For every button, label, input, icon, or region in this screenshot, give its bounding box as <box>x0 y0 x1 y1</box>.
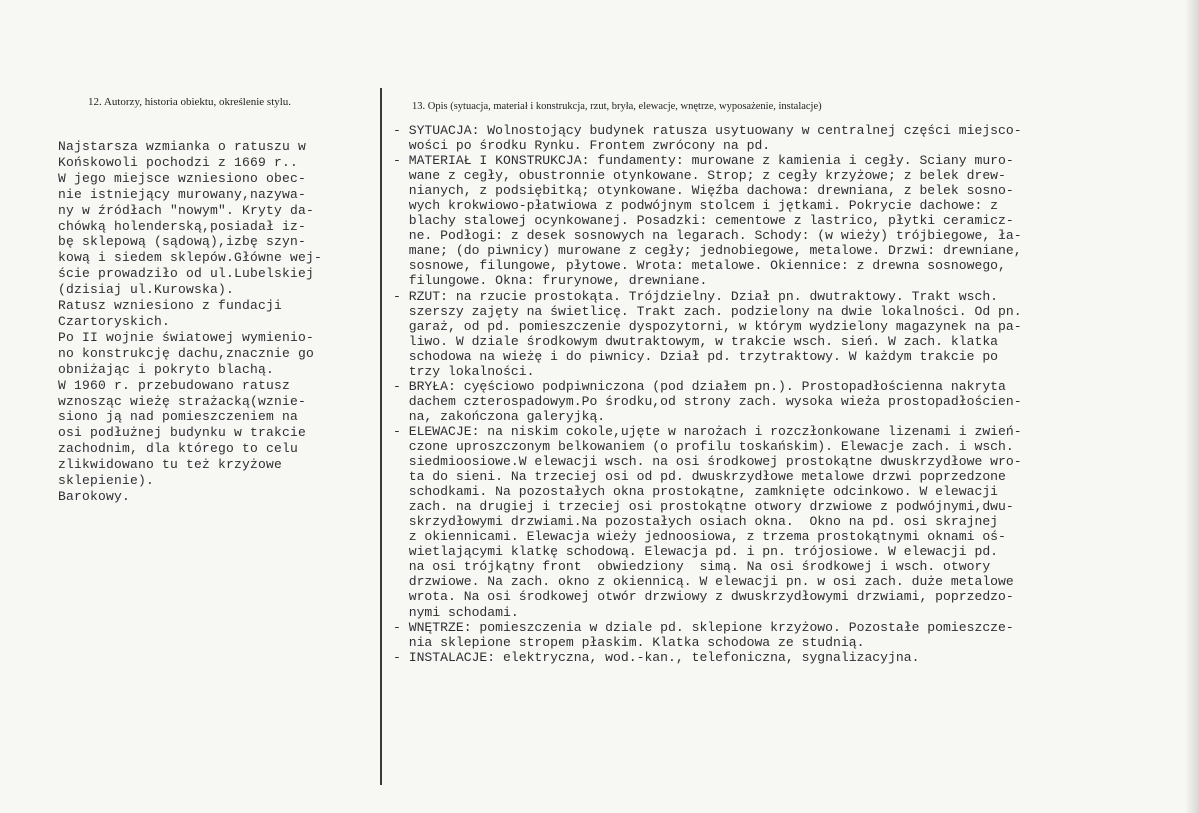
description-section <box>393 379 1183 424</box>
description-text-line: wych krokwiowo-płatwiowa z podwójnym stolcem i jętkami. Pokrycie dachowe: z <box>393 198 999 214</box>
history-text-line: W 1960 r. przebudowano ratusz <box>58 377 291 393</box>
description-text-line: siedmioosiowe.W elewacji wsch. na osi środkowej prostokątne dwuskrzydłowe wro- <box>393 454 1022 470</box>
description-section <box>393 153 1183 288</box>
history-text-line: zlikwidowano tu też krzyżowe <box>58 457 283 473</box>
history-text-line: obniżając i pokryto blachą. <box>58 361 275 377</box>
description-text-line: wrota. Na osi środkowej otwór drzwiowy z dwuskrzydłowymi drzwiami, poprzedzo- <box>393 589 1014 605</box>
description-section <box>393 620 1183 650</box>
history-text-line: W jego miejsce wzniesiono obec- <box>58 170 307 186</box>
history-text-line: nie istniejący murowany,nazywa- <box>58 186 307 202</box>
description-text-line: blachy stalowej ocynkowanej. Posadzki: cementowe z lastrico, płytki ceramicz- <box>393 213 1014 229</box>
history-text-line: (dzisiaj ul.Kurowska). <box>58 282 235 298</box>
history-text-line: ny w źródłach "nowym". Kryty da- <box>58 202 315 218</box>
history-text-line: siono ją nad pomieszczeniem na <box>58 409 299 425</box>
description-text-line: wietlającymi klatkę schodową. Elewacja pd. i pn. trójosiowe. W elewacji pd. <box>393 544 999 560</box>
description-text-line: trzy lokalności. <box>393 363 535 379</box>
description-text-line: sosnowe, filungowe, płytowe. Wrota: metalowe. Okiennice: z drewna sosnowego, <box>393 258 1006 274</box>
description-text-line: nia sklepione stropem płaskim. Klatka schodowa ze studnią. <box>393 634 865 650</box>
description-text-line: - BRYŁA: cyęściowo podpiwniczona (pod działem pn.). Prostopadłościenna nakryta <box>393 378 1006 394</box>
history-text-line: wznosząc wieżę strażacką(wznie- <box>58 393 307 409</box>
description-text-line: ne. Podłogi: z desek sosnowych na legarach. Schody: (w wieży) trójbiegowe, ła- <box>393 228 1022 244</box>
history-text-block <box>58 139 378 505</box>
section-13-heading: 13. Opis (sytuacja, materiał i konstrukcja, rzut, bryła, elewacje, wnętrze, wyposażenie, instalacje) <box>412 101 822 112</box>
description-text-line: - SYTUACJA: Wolnostojący budynek ratusza usytuowany w centralnej części miejsco- <box>393 123 1022 138</box>
description-text-line: schodowa na wieżę i do piwnicy. Dział pd. trzytraktowy. W każdym trakcie po <box>393 348 999 364</box>
scan-edge-shadow <box>1185 0 1199 813</box>
description-section <box>393 424 1183 620</box>
history-text-line: no konstrukcję dachu,znacznie go <box>58 345 315 361</box>
history-text-line: Barokowy. <box>58 488 131 504</box>
description-text-line: garaż, od pd. pomieszczenie dyspozytorni, w którym wydzielony magazynek na pa- <box>393 318 1022 334</box>
history-text-line: Ratusz wzniesiono z fundacji <box>58 298 283 314</box>
description-text-line: czone uproszczonym belkowaniem (o profilu toskańskim). Elewacje zach. i wsch. <box>393 438 1014 454</box>
description-text-line: - MATERIAŁ I KONSTRUKCJA: fundamenty: murowane z kamienia i cegły. Sciany muro- <box>393 153 1014 169</box>
description-text-line: na osi trójkątny front obwiedziony simą. Na osi środkowej i wsch. otwory <box>393 559 991 575</box>
description-section <box>393 650 1183 665</box>
description-text-line: ta do sieni. Na trzeciej osi od pd. dwuskrzydłowe metalowe drzwi poprzedzone <box>393 469 1006 485</box>
description-text-line: z okiennicami. Elewacja wieży jednoosiowa, z trzema prostokątnymi oknami oś- <box>393 529 1006 545</box>
description-section <box>393 289 1183 379</box>
description-section <box>393 123 1183 153</box>
section-12-heading: 12. Autorzy, historia obiektu, określenie stylu. <box>88 96 292 108</box>
history-text-line: zachodnim, dla którego to celu <box>58 441 299 457</box>
description-text-line: - RZUT: na rzucie prostokąta. Trójdzielny. Dział pn. dwutraktowy. Trakt wsch. <box>393 288 999 304</box>
description-text-line: drzwiowe. Na zach. okno z okiennicą. W elewacji pn. w osi zach. duże metalowe <box>393 574 1014 590</box>
column-divider <box>380 88 382 785</box>
history-text-line: chówką holenderską,posiadał iz- <box>58 218 307 234</box>
description-text-line: na, zakończona galeryjką. <box>393 408 606 424</box>
history-text-line: Najstarsza wzmianka o ratuszu w <box>58 139 307 154</box>
history-text-line: bę sklepową (sądową),izbę szyn- <box>58 234 307 250</box>
description-text-line: dachem czterospadowym.Po środku,od strony zach. wysoka wieża prostopadłościen- <box>393 393 1022 409</box>
description-text-line: skrzydłowymi drzwiami.Na pozostałych osiach okna. Okno na pd. osi skrajnej <box>393 514 999 530</box>
description-text-line: - INSTALACJE: elektryczna, wod.-kan., telefoniczna, sygnalizacyjna. <box>393 649 920 665</box>
description-text-line: wane z cegły, obustronnie otynkowane. Strop; z cegły krzyżowe; z belek drew- <box>393 168 1006 184</box>
history-text-line: Czartoryskich. <box>58 313 171 329</box>
description-text-line: schodkami. Na pozostałych okna prostokątne, zamknięte odcinkowo. W elewacji <box>393 484 999 500</box>
description-text-line: nymi schodami. <box>393 604 519 620</box>
description-text-line: nianych, z podsiębitką; otynkowane. Więźba dachowa: drewniana, z belek sosno- <box>393 183 1014 199</box>
description-text-line: zach. na drugiej i trzeciej osi prostokątne otwory drzwiowe z podwójnymi,dwu- <box>393 499 1014 515</box>
description-text-line: - WNĘTRZE: pomieszczenia w dziale pd. sklepione krzyżowo. Pozostałe pomieszcze- <box>393 619 1014 635</box>
history-text-line: Po II wojnie światowej wymienio- <box>58 329 315 345</box>
history-text-line: osi podłużnej budynku w trakcie <box>58 425 307 441</box>
history-text-line: Końskowoli pochodzi z 1669 r.. <box>58 154 299 170</box>
history-text-line: kową i siedem sklepów.Główne wej- <box>58 250 323 266</box>
history-text-line: ście prowadziło od ul.Lubelskiej <box>58 266 315 282</box>
description-text-block <box>393 123 1183 665</box>
description-text-line: - ELEWACJE: na niskim cokole,ujęte w narożach i rozczłonkowane lizenami i zwień- <box>393 423 1022 439</box>
description-text-line: liwo. W dziale środkowym dwutraktowym, w trakcie wsch. sień. W zach. klatka <box>393 333 999 349</box>
description-text-line: szerszy zajęty na świetlicę. Trakt zach. podzielony na dwie lokalności. Od pn. <box>393 303 1022 319</box>
description-text-line: filungowe. Okna: frurynowe, drewniane. <box>393 273 708 289</box>
history-text-line: sklepienie). <box>58 473 155 489</box>
description-text-line: wości po środku Rynku. Frontem zwrócony na pd. <box>393 138 771 154</box>
description-text-line: mane; (do piwnicy) murowane z cegły; jednobiegowe, metalowe. Drzwi: drewniane, <box>393 243 1022 259</box>
